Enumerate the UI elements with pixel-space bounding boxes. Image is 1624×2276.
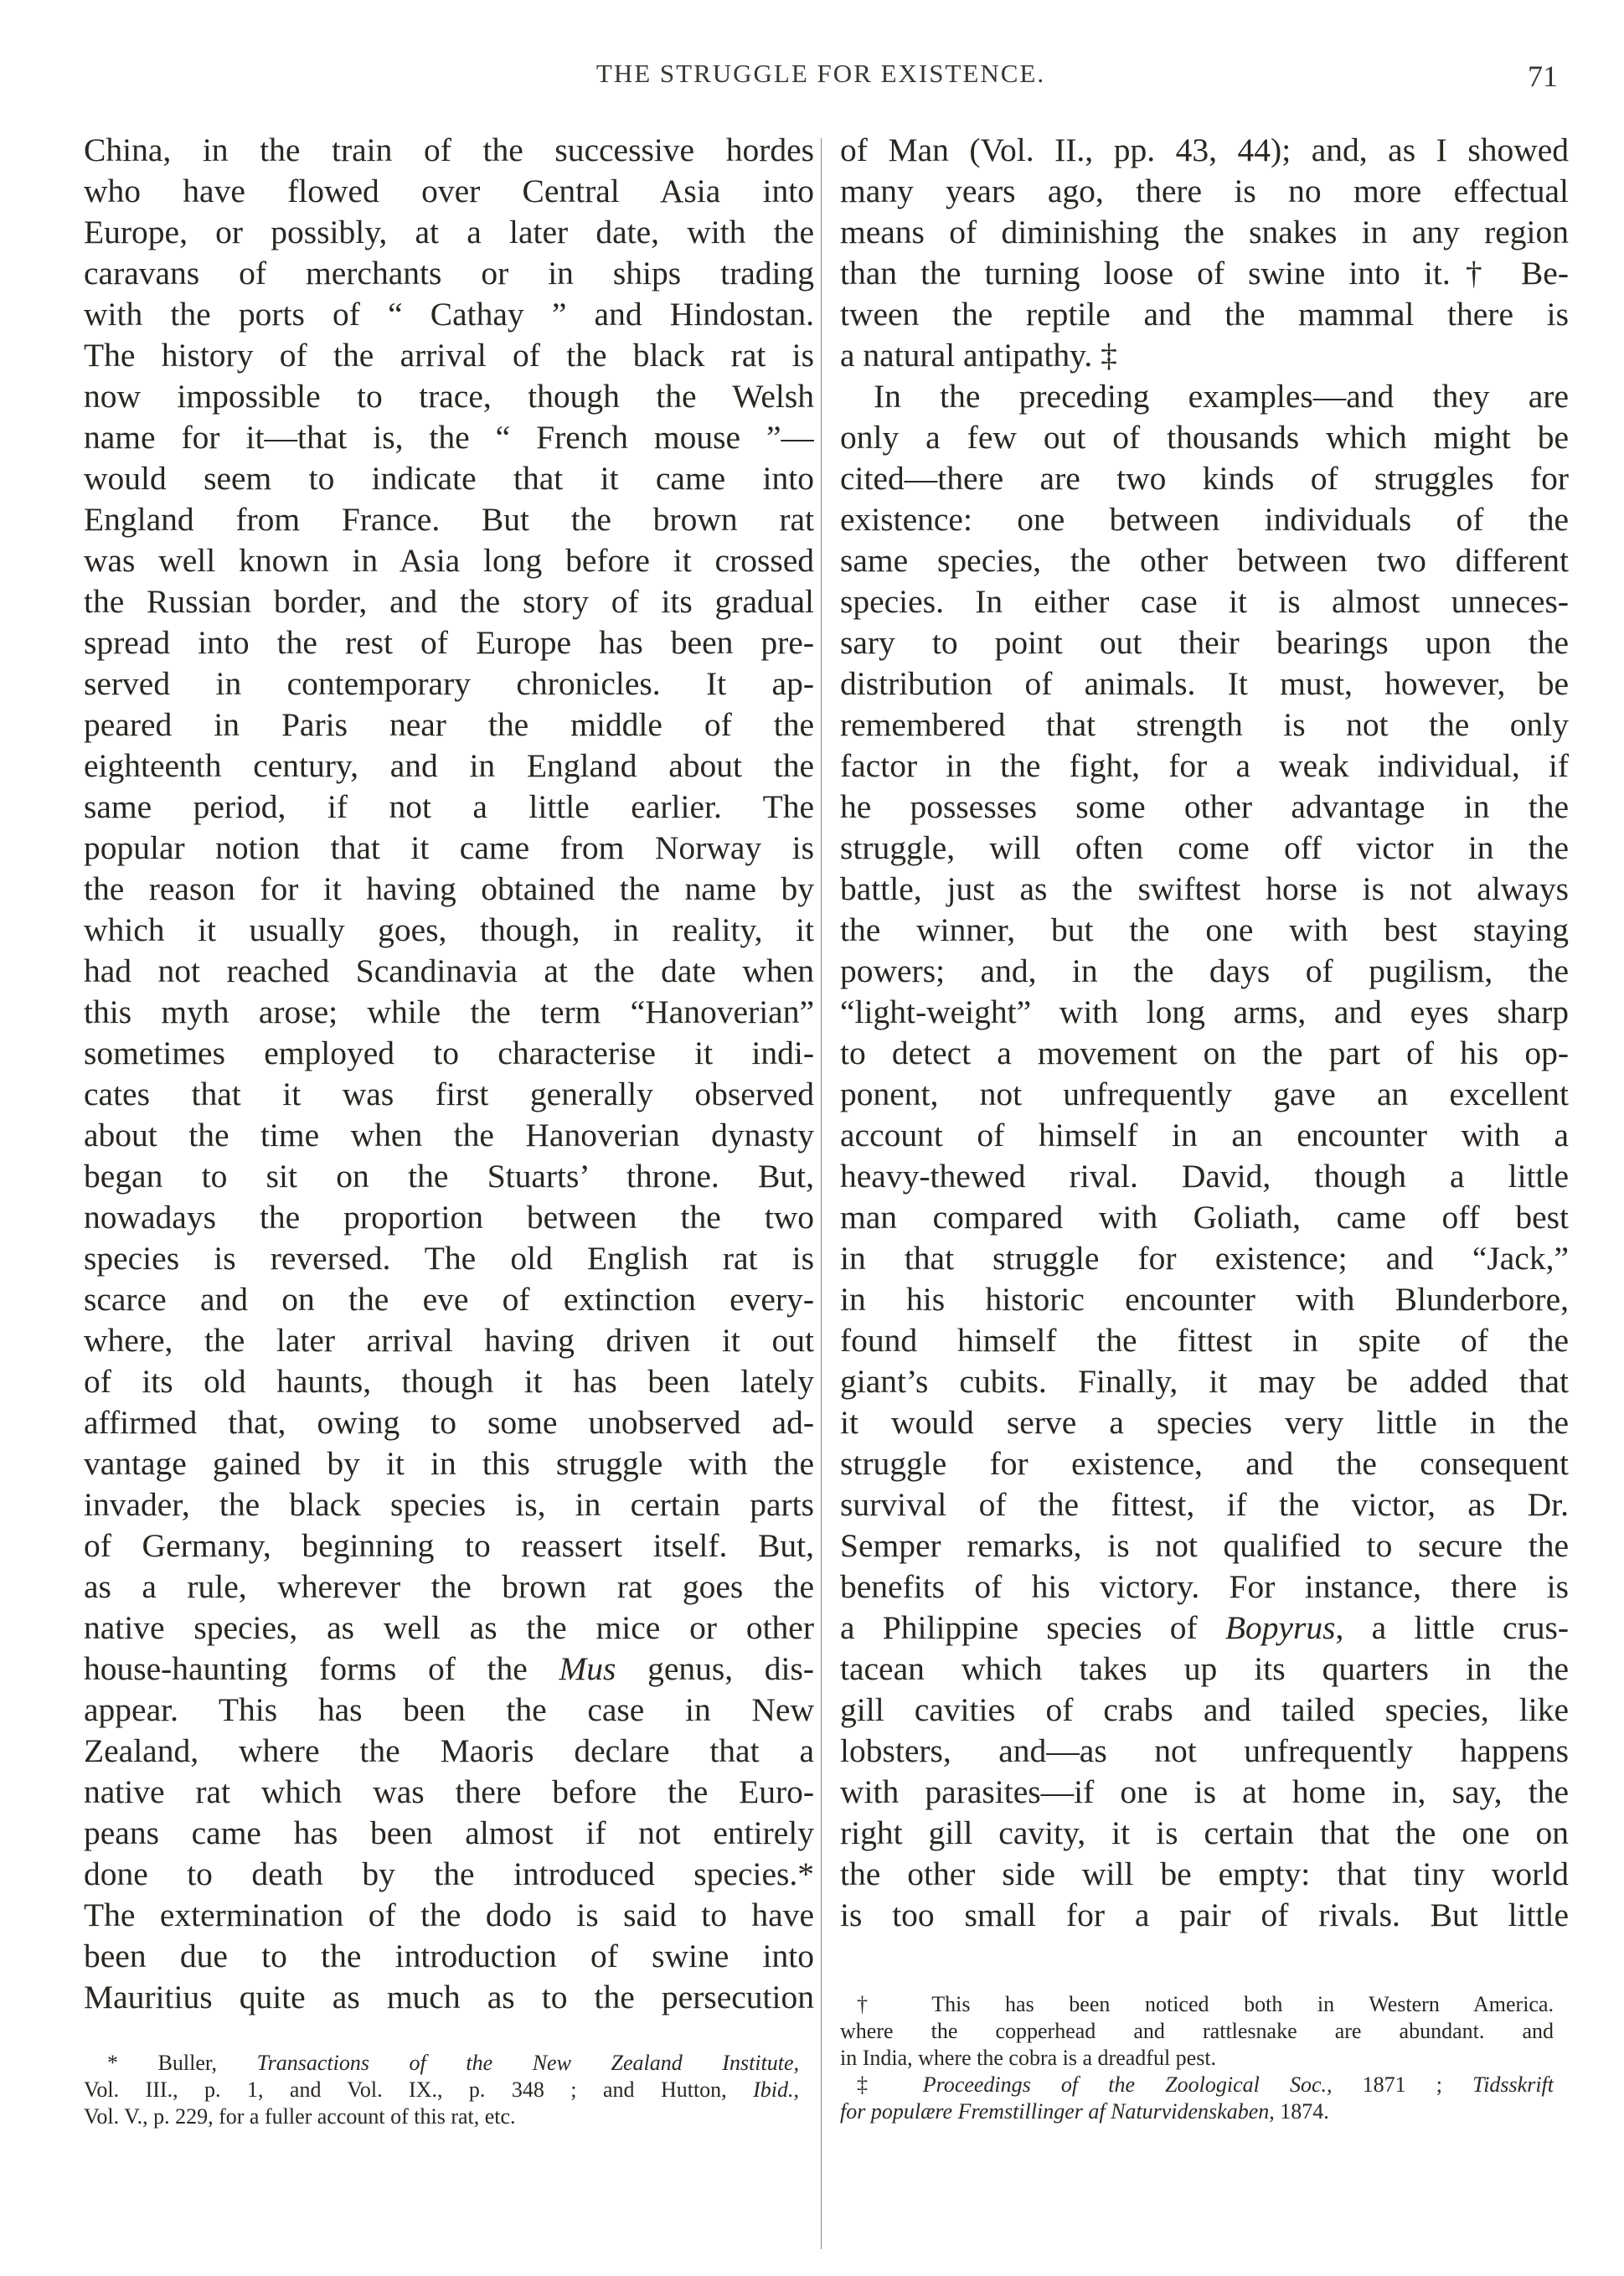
- text-line: native species, as well as the mice or other: [84, 1609, 814, 1646]
- text-line: in his historic encounter with Blunderbore,: [840, 1281, 1569, 1318]
- page-number: 71: [1528, 59, 1558, 93]
- text-line: struggle, will often come off victor in the: [840, 829, 1569, 866]
- paragraph-start-line: In the preceding examples—and they are: [874, 378, 1569, 415]
- text-line-mus: house-haunting forms of the Mus genus, dis-: [84, 1650, 814, 1687]
- genus-name: Bopyrus: [1224, 1609, 1336, 1646]
- footnote-marker: ‡: [857, 2072, 923, 2097]
- footnote-line: in India, where the cobra is a dreadful pest.: [840, 2046, 1217, 2070]
- text-line: giant’s cubits. Finally, it may be added that: [840, 1363, 1569, 1400]
- text-line: Mauritius quite as much as to the persecution: [84, 1979, 814, 2015]
- footnote-ibid: Ibid.,: [753, 2077, 799, 2102]
- text-line: began to sit on the Stuarts’ throne. But,: [84, 1158, 814, 1195]
- text-line: struggle for existence, and the consequent: [840, 1445, 1569, 1482]
- text-line: ponent, not unfrequently gave an excellent: [840, 1076, 1569, 1112]
- text-line: had not reached Scandinavia at the date when: [84, 952, 814, 989]
- text-line: was well known in Asia long before it crossed: [84, 542, 814, 579]
- text-line: invader, the black species is, in certain parts: [84, 1486, 814, 1523]
- text-line: where, the later arrival having driven it out: [84, 1322, 814, 1359]
- text-line: affirmed that, owing to some unobserved ad-: [84, 1404, 814, 1441]
- footnote-line: [840, 2098, 1554, 2125]
- footnote-left: [84, 2050, 799, 2130]
- text-line: same species, the other between two different: [840, 542, 1569, 579]
- text-line: man compared with Goliath, came off best: [840, 1199, 1569, 1236]
- footnote-text: Vol. III., p. 1, and Vol. IX., p. 348 ; and Hutton,: [84, 2077, 727, 2102]
- text-line: account of himself in an encounter with a: [840, 1117, 1569, 1153]
- text-line: to detect a movement on the part of his op-: [840, 1035, 1569, 1071]
- text-line: of its old haunts, though it has been lately: [84, 1363, 814, 1400]
- text-line: only a few out of thousands which might be: [840, 419, 1569, 456]
- text-line: found himself the fittest in spite of the: [840, 1322, 1569, 1359]
- genus-name: Mus: [559, 1650, 616, 1687]
- text-line: same period, if not a little earlier. The: [84, 788, 814, 825]
- text-line: been due to the introduction of swine into: [84, 1938, 814, 1974]
- text-line: the other side will be empty: that tiny world: [840, 1855, 1569, 1892]
- text-line: tacean which takes up its quarters in the: [840, 1650, 1569, 1687]
- text-line: would seem to indicate that it came into: [84, 460, 814, 497]
- text-line: now impossible to trace, though the Welsh: [84, 378, 814, 415]
- text-line: eighteenth century, and in England about the: [84, 747, 814, 784]
- text-line: heavy-thewed rival. David, though a little: [840, 1158, 1569, 1195]
- text-line: remembered that strength is not the only: [840, 706, 1569, 743]
- text-line: gill cavities of crabs and tailed species, like: [840, 1691, 1569, 1728]
- text-line: the Russian border, and the story of its gradual: [84, 583, 814, 620]
- footnote-line: where the copperhead and rattlesnake are abundant. and: [840, 2019, 1554, 2043]
- text-line: peans came has been almost if not entirely: [84, 1814, 814, 1851]
- footnote-year-2: 1874.: [1274, 2099, 1329, 2124]
- text-line: name for it—that is, the “ French mouse ”—: [84, 419, 814, 456]
- text-line: about the time when the Hanoverian dynasty: [84, 1117, 814, 1153]
- text-line: battle, just as the swiftest horse is not always: [840, 870, 1569, 907]
- text-line: species is reversed. The old English rat is: [84, 1240, 814, 1277]
- text-line: who have flowed over Central Asia into: [84, 173, 814, 209]
- text-line: nowadays the proportion between the two: [84, 1199, 814, 1236]
- footnote-marker-text: * Buller,: [107, 2051, 257, 2075]
- footnote-line: [84, 2077, 799, 2103]
- text-line: “light-weight” with long arms, and eyes sharp: [840, 993, 1569, 1030]
- text-line: tween the reptile and the mammal there is: [840, 296, 1569, 333]
- text-line: sary to point out their bearings upon the: [840, 624, 1569, 661]
- text-line: England from France. But the brown rat: [84, 501, 814, 538]
- text-line: he possesses some other advantage in the: [840, 788, 1569, 825]
- column-divider: [821, 138, 822, 2249]
- text-line: powers; and, in the days of pugilism, the: [840, 952, 1569, 989]
- text-line: served in contemporary chronicles. It ap-: [84, 665, 814, 702]
- text-line: the reason for it having obtained the name by: [84, 870, 814, 907]
- text-line: China, in the train of the successive hordes: [84, 132, 814, 168]
- text-line: this myth arose; while the term “Hanoverian”: [84, 993, 814, 1030]
- text-line: Europe, or possibly, at a later date, with the: [84, 214, 814, 250]
- text-line: peared in Paris near the middle of the: [84, 706, 814, 743]
- text-line: sometimes employed to characterise it indi-: [84, 1035, 814, 1071]
- text-line: caravans of merchants or in ships trading: [84, 255, 814, 292]
- footnote-line: [840, 2072, 1554, 2098]
- text-line: popular notion that it came from Norway is: [84, 829, 814, 866]
- text-line: done to death by the introduced species.*: [84, 1855, 814, 1892]
- text-line: as a rule, wherever the brown rat goes the: [84, 1568, 814, 1605]
- text-line: the winner, but the one with best staying: [840, 911, 1569, 948]
- footnote-year: 1871 ;: [1332, 2072, 1473, 2097]
- text-line: which it usually goes, though, in reality, it: [84, 911, 814, 948]
- text-line: right gill cavity, it is certain that the one on: [840, 1814, 1569, 1851]
- text-line: Zealand, where the Maoris declare that a: [84, 1732, 814, 1769]
- text-line: with the ports of “ Cathay ” and Hindostan.: [84, 296, 814, 333]
- text-line: cates that it was first generally observed: [84, 1076, 814, 1112]
- text-line: distribution of animals. It must, however, be: [840, 665, 1569, 702]
- text-line: scarce and on the eve of extinction every-: [84, 1281, 814, 1318]
- text-line: species. In either case it is almost unneces-: [840, 583, 1569, 620]
- text-line: it would serve a species very little in the: [840, 1404, 1569, 1441]
- footnote-journal-2: Tidsskrift: [1472, 2072, 1554, 2097]
- text-line: is too small for a pair of rivals. But little: [840, 1897, 1569, 1933]
- footnote-journal-3: for populære Fremstillinger af Naturvidenskaben,: [840, 2099, 1275, 2124]
- right-column: [840, 130, 1569, 1936]
- text-line: appear. This has been the case in New: [84, 1691, 814, 1728]
- footnote-journal: Proceedings of the Zoological Soc.,: [922, 2072, 1333, 2097]
- text-line-bopyrus: a Philippine species of Bopyrus, a little crus-: [840, 1609, 1569, 1646]
- left-column: [84, 130, 814, 2018]
- text-line: factor in the fight, for a weak individual, if: [840, 747, 1569, 784]
- footnote-right: [840, 1991, 1554, 2125]
- footnote-title: Transactions of the New Zealand Institute,: [256, 2051, 799, 2075]
- text-line: The extermination of the dodo is said to have: [84, 1897, 814, 1933]
- text-line: native rat which was there before the Euro-: [84, 1773, 814, 1810]
- text-line: than the turning loose of swine into it.† Be-: [840, 255, 1569, 292]
- footnote-line: Vol. V., p. 229, for a fuller account of this rat, etc.: [84, 2104, 516, 2129]
- text-line: existence: one between individuals of the: [840, 501, 1569, 538]
- text-line: vantage gained by it in this struggle with the: [84, 1445, 814, 1482]
- text-line: survival of the fittest, if the victor, as Dr.: [840, 1486, 1569, 1523]
- text-line: benefits of his victory. For instance, there is: [840, 1568, 1569, 1605]
- text-line: many years ago, there is no more effectual: [840, 173, 1569, 209]
- text-line: means of diminishing the snakes in any region: [840, 214, 1569, 250]
- text-line: of Man (Vol. II., pp. 43, 44); and, as I showed: [840, 132, 1569, 168]
- text-line: with parasites—if one is at home in, say, the: [840, 1773, 1569, 1810]
- text-line: a natural antipathy. ‡: [840, 337, 1117, 374]
- page-header: [0, 59, 1624, 101]
- footnote-line: [84, 2050, 799, 2077]
- text-line: in that struggle for existence; and “Jack,”: [840, 1240, 1569, 1277]
- running-title: THE STRUGGLE FOR EXISTENCE.: [595, 59, 1046, 88]
- text-line: Semper remarks, is not qualified to secure the: [840, 1527, 1569, 1564]
- text-line: lobsters, and—as not unfrequently happens: [840, 1732, 1569, 1769]
- text-line: The history of the arrival of the black rat is: [84, 337, 814, 374]
- text-line: spread into the rest of Europe has been pre-: [84, 624, 814, 661]
- text-line: cited—there are two kinds of struggles for: [840, 460, 1569, 497]
- footnote-line: † This has been noticed both in Western America.: [857, 1992, 1554, 2016]
- text-line: of Germany, beginning to reassert itself. But,: [84, 1527, 814, 1564]
